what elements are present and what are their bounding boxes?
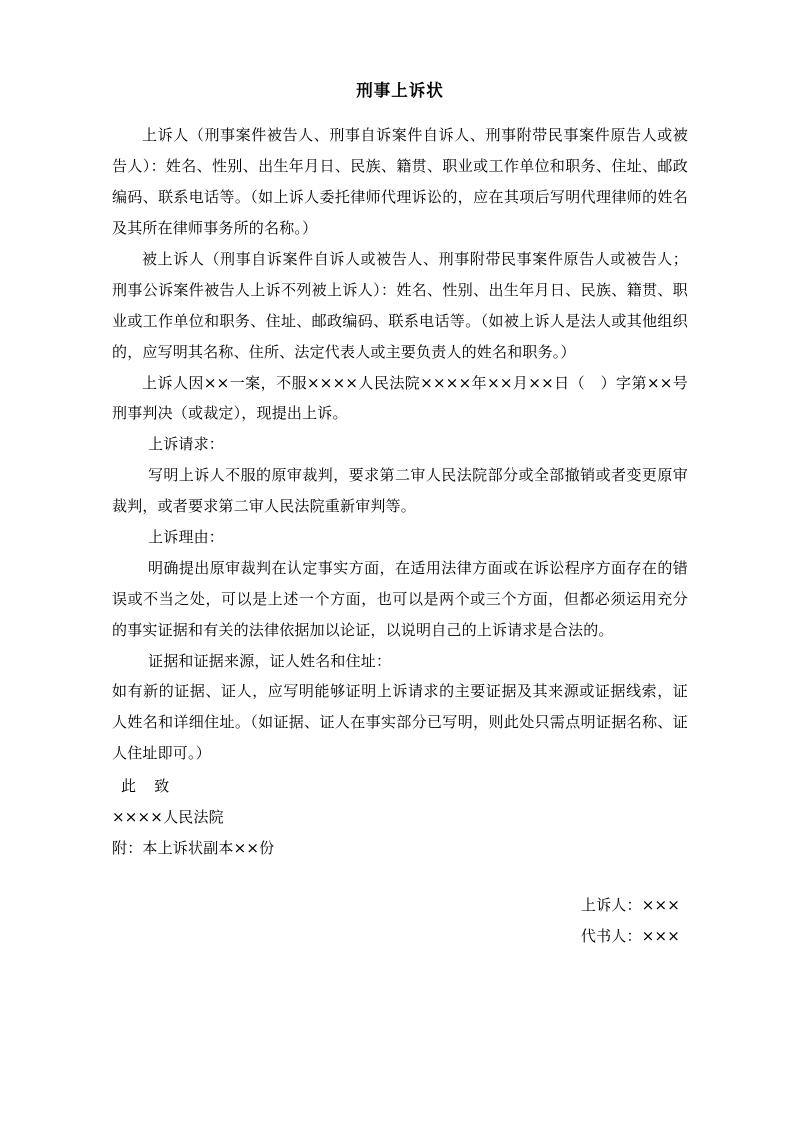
closing-salutation xyxy=(112,771,688,802)
page-title: 刑事上诉状 xyxy=(356,81,444,100)
heading-appeal-reason: 上诉理由： xyxy=(148,527,225,546)
signature-appellant: 上诉人：××× xyxy=(580,895,680,914)
paragraph-appeal-reason: 明确提出原审裁判在认定事实方面，在适用法律方面或在诉讼程序方面存在的错误或不当之处，可以是上述一个方面，也可以是两个或三个方面，但都必须运用充分的事实证据和有关的法律依据加以论证，以说明自己的上诉请求是合法的。 xyxy=(112,558,688,639)
closing-attachment: 附：本上诉状副本××份 xyxy=(112,838,275,857)
paragraph-case-statement: 上诉人因××一案，不服××××人民法院××××年××月××日（ ）字第××号刑事判决（或裁定），现提出上诉。 xyxy=(112,373,688,423)
heading-appeal-request: 上诉请求： xyxy=(148,435,225,454)
heading-evidence: 证据和证据来源，证人姓名和住址： xyxy=(148,651,392,670)
closing-ci: 此 xyxy=(121,777,137,796)
signature-scribe: 代书人：××× xyxy=(580,926,680,945)
closing-zhi: 致 xyxy=(154,777,170,796)
paragraph-appeal-request: 写明上诉人不服的原审裁判，要求第二审人民法院部分或全部撤销或者变更原审裁判，或者要求第二审人民法院重新审判等。 xyxy=(112,466,688,516)
closing-block xyxy=(112,771,688,864)
paragraph-appellant: 上诉人（刑事案件被告人、刑事自诉案件自诉人、刑事附带民事案件原告人或被告人）：姓名、性别、出生年月日、民族、籍贯、职业或工作单位和职务、住址、邮政编码、联系电话等。（如上诉人委托律师代理诉讼的，应在其项后写明代理律师的姓名及其所在律师事务所的名称。） xyxy=(112,126,688,238)
signature-block xyxy=(112,890,688,952)
closing-court: ××××人民法院 xyxy=(112,807,224,826)
paragraph-appellee: 被上诉人（刑事自诉案件自诉人或被告人、刑事附带民事案件原告人或被告人；刑事公诉案件被告人上诉不列被上诉人）：姓名、性别、出生年月日、民族、籍贯、职业或工作单位和职务、住址、邮政编码、联系电话等。（如被上诉人是法人或其他组织的，应写明其名称、住所、法定代表人或主要负责人的姓名和职务。） xyxy=(112,249,688,361)
paragraph-evidence: 如有新的证据、证人，应写明能够证明上诉请求的主要证据及其来源或证据线索，证人姓名和详细住址。（如证据、证人在事实部分已写明，则此处只需点明证据名称、证人住址即可。） xyxy=(112,682,688,763)
